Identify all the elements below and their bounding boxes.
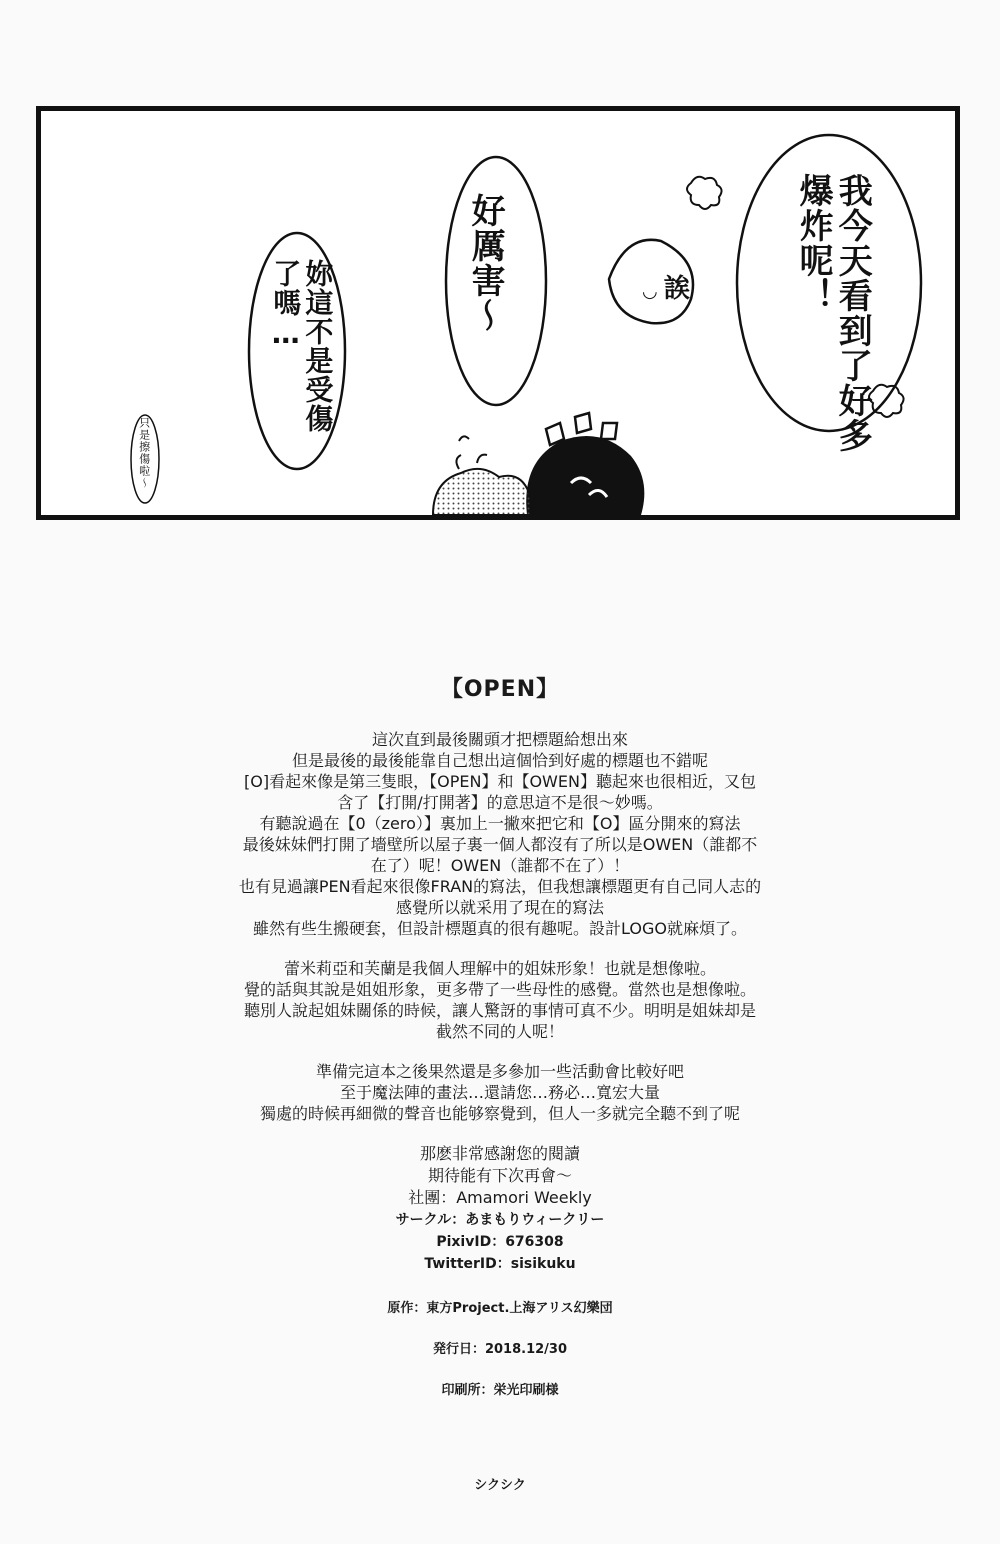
afterword-paragraph-2 [0, 958, 1000, 1042]
circle-label: 社團：Amamori Weekly [408, 1188, 592, 1207]
text-line: 蕾米莉亞和芙蘭是我個人理解中的姐妹形象！也就是想像啦。 [283, 959, 716, 978]
credits [0, 1143, 1000, 1275]
text-line: 雖然有些生搬硬套，但設計標題真的很有趣呢。設計LOGO就麻煩了。 [253, 919, 747, 938]
speech-worried: 妳這不是受傷了嗎… [269, 259, 335, 433]
text-line: 獨處的時候再細微的聲音也能够察覺到，但人一多就完全聽不到了呢 [259, 1104, 740, 1123]
speech-surprised-wrap [642, 268, 690, 305]
speech-small-reply: 只是擦傷啦〜 [137, 417, 151, 489]
text-line: 聽別人說起姐妹關係的時候，讓人驚訝的事情可真不少。明明是姐妹却是 [243, 1001, 756, 1020]
girl-head-dark [526, 436, 644, 515]
afterword-paragraph-3 [0, 1061, 1000, 1124]
speech-girl-exclaims: 我今天看到了好多爆炸呢！ [793, 173, 873, 453]
closing-line: 期待能有下次再會〜 [427, 1166, 572, 1185]
circle-jp: サークル：あまもりウィークリー [395, 1212, 605, 1228]
afterword-paragraph-1 [0, 729, 1000, 939]
text-line: 感覺所以就采用了現在的寫法 [395, 898, 604, 917]
text-line: 覺的話與其說是姐姐形象，更多帶了一些母性的感覺。當然也是想像啦。 [243, 980, 756, 999]
text-line: [O]看起來像是第三隻眼，【OPEN】和【OWEN】聽起來也很相近，又包 [244, 772, 756, 791]
pixiv-id: PixivID：676308 [436, 1234, 564, 1250]
text-line: 最後妹妹們打開了墻壁所以屋子裏一個人都沒有了所以是OWEN（誰都不 [242, 835, 758, 854]
closing-line: 那麽非常感謝您的閱讀 [419, 1144, 580, 1163]
issue-date: 発行日：2018.12/30 [432, 1342, 568, 1357]
afterword [0, 672, 1000, 1398]
text-line: 也有見過讓PEN看起來很像FRAN的寫法，但我想讓標題更有自己同人志的 [238, 877, 762, 896]
original-work: 原作：東方Project.上海アリス幻樂団 [387, 1301, 613, 1316]
text-line: 準備完這本之後果然還是多參加一些活動會比較好吧 [315, 1062, 684, 1081]
text-line: 含了【打開/打開著】的意思這不是很〜妙嗎。 [337, 793, 663, 812]
printer: 印刷所：栄光印刷様 [441, 1383, 559, 1398]
sfx-tick: ◡ [642, 281, 658, 302]
text-line: 截然不同的人呢！ [435, 1022, 564, 1041]
text-line: 在了）呢！OWEN（誰都不在了）！ [370, 856, 630, 875]
speech-surprised: 誒 [663, 274, 690, 304]
twitter-id: TwitterID：sisikuku [424, 1256, 576, 1272]
afterword-title: 【OPEN】 [440, 677, 560, 702]
puff-mark-1 [687, 177, 722, 209]
manga-panel [36, 106, 960, 520]
girl-head-dotted [433, 469, 533, 515]
text-line: 有聽說過在【0（zero）】裏加上一撇來把它和【O】區分開來的寫法 [259, 814, 741, 833]
text-line: 至于魔法陣的畫法…還請您…務必…寬宏大量 [339, 1083, 660, 1102]
footer-sound: シクシク [474, 1478, 526, 1493]
speech-amazed: 好厲害〜 [465, 193, 506, 333]
text-line: 這次直到最後關頭才把標題給想出來 [371, 730, 628, 749]
text-line: 但是最後的最後能靠自己想出這個恰到好處的標題也不錯呢 [291, 751, 708, 770]
